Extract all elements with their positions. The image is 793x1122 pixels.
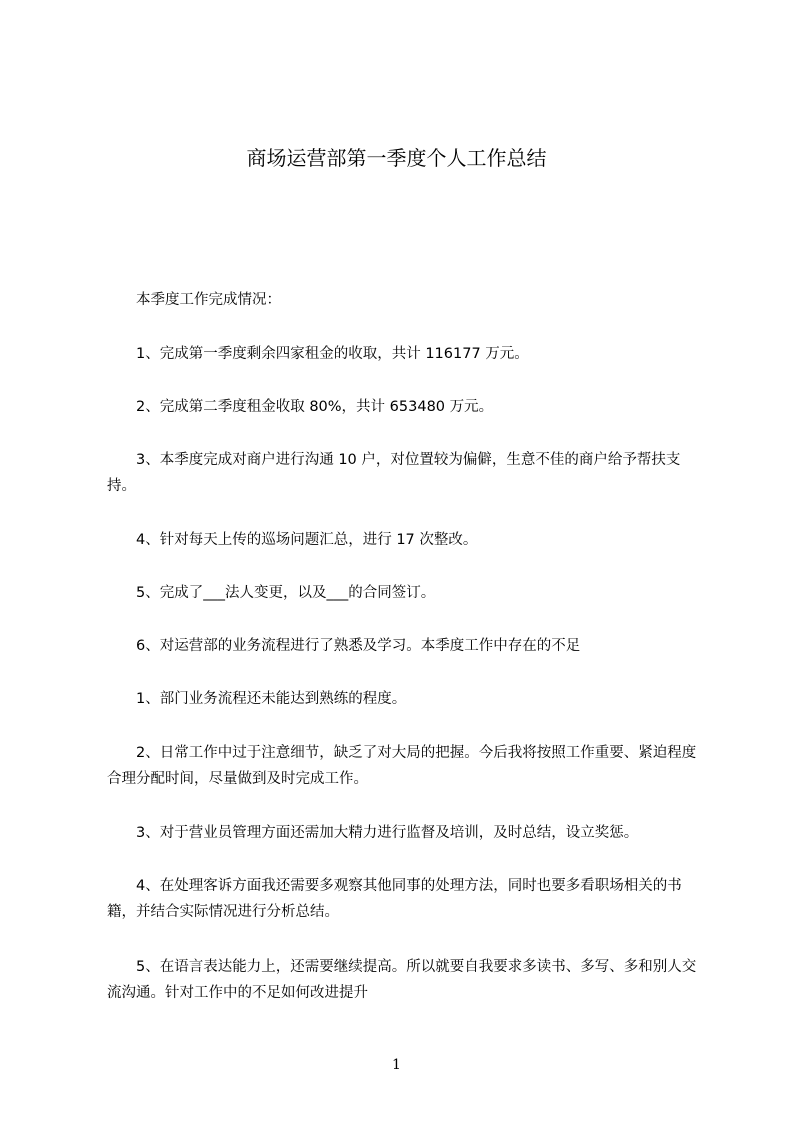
paragraph-item-4: 4、针对每天上传的巡场问题汇总，进行 17 次整改。: [136, 532, 478, 548]
document-title: 商场运营部第一季度个人工作总结: [246, 146, 547, 170]
paragraph-shortcoming-3: 3、对于营业员管理方面还需加大精力进行监督及培训，及时总结，设立奖惩。: [136, 825, 639, 841]
page-number: 1: [392, 1057, 401, 1073]
paragraph-item-5: 5、完成了___法人变更，以及___的合同签订。: [136, 585, 436, 601]
paragraph-item-1: 1、完成第一季度剩余四家租金的收取，共计 116177 万元。: [136, 346, 529, 362]
paragraph-shortcoming-5: 5、在语言表达能力上，还需要继续提高。所以就要自我要求多读书、多写、多和别人交流沟通。针对工作中的不足如何改进提升: [107, 959, 697, 1001]
paragraph-item-2: 2、完成第二季度租金收取 80%，共计 653480 万元。: [136, 399, 494, 415]
paragraph-shortcoming-1: 1、部门业务流程还未能达到熟练的程度。: [136, 691, 407, 707]
paragraph-shortcoming-4: 4、在处理客诉方面我还需要多观察其他同事的处理方法，同时也要多看职场相关的书籍，并结合实际情况进行分析总结。: [107, 878, 682, 920]
paragraph-item-6: 6、对运营部的业务流程进行了熟悉及学习。本季度工作中存在的不足: [136, 638, 581, 654]
paragraph-item-3: 3、本季度完成对商户进行沟通 10 户，对位置较为偏僻，生意不佳的商户给予帮扶支持。: [107, 452, 681, 494]
paragraph-summary-heading: 本季度工作完成情况：: [136, 292, 281, 308]
paragraph-shortcoming-2: 2、日常工作中过于注意细节，缺乏了对大局的把握。今后我将按照工作重要、紧迫程度合理分配时间，尽量做到及时完成工作。: [107, 745, 697, 787]
